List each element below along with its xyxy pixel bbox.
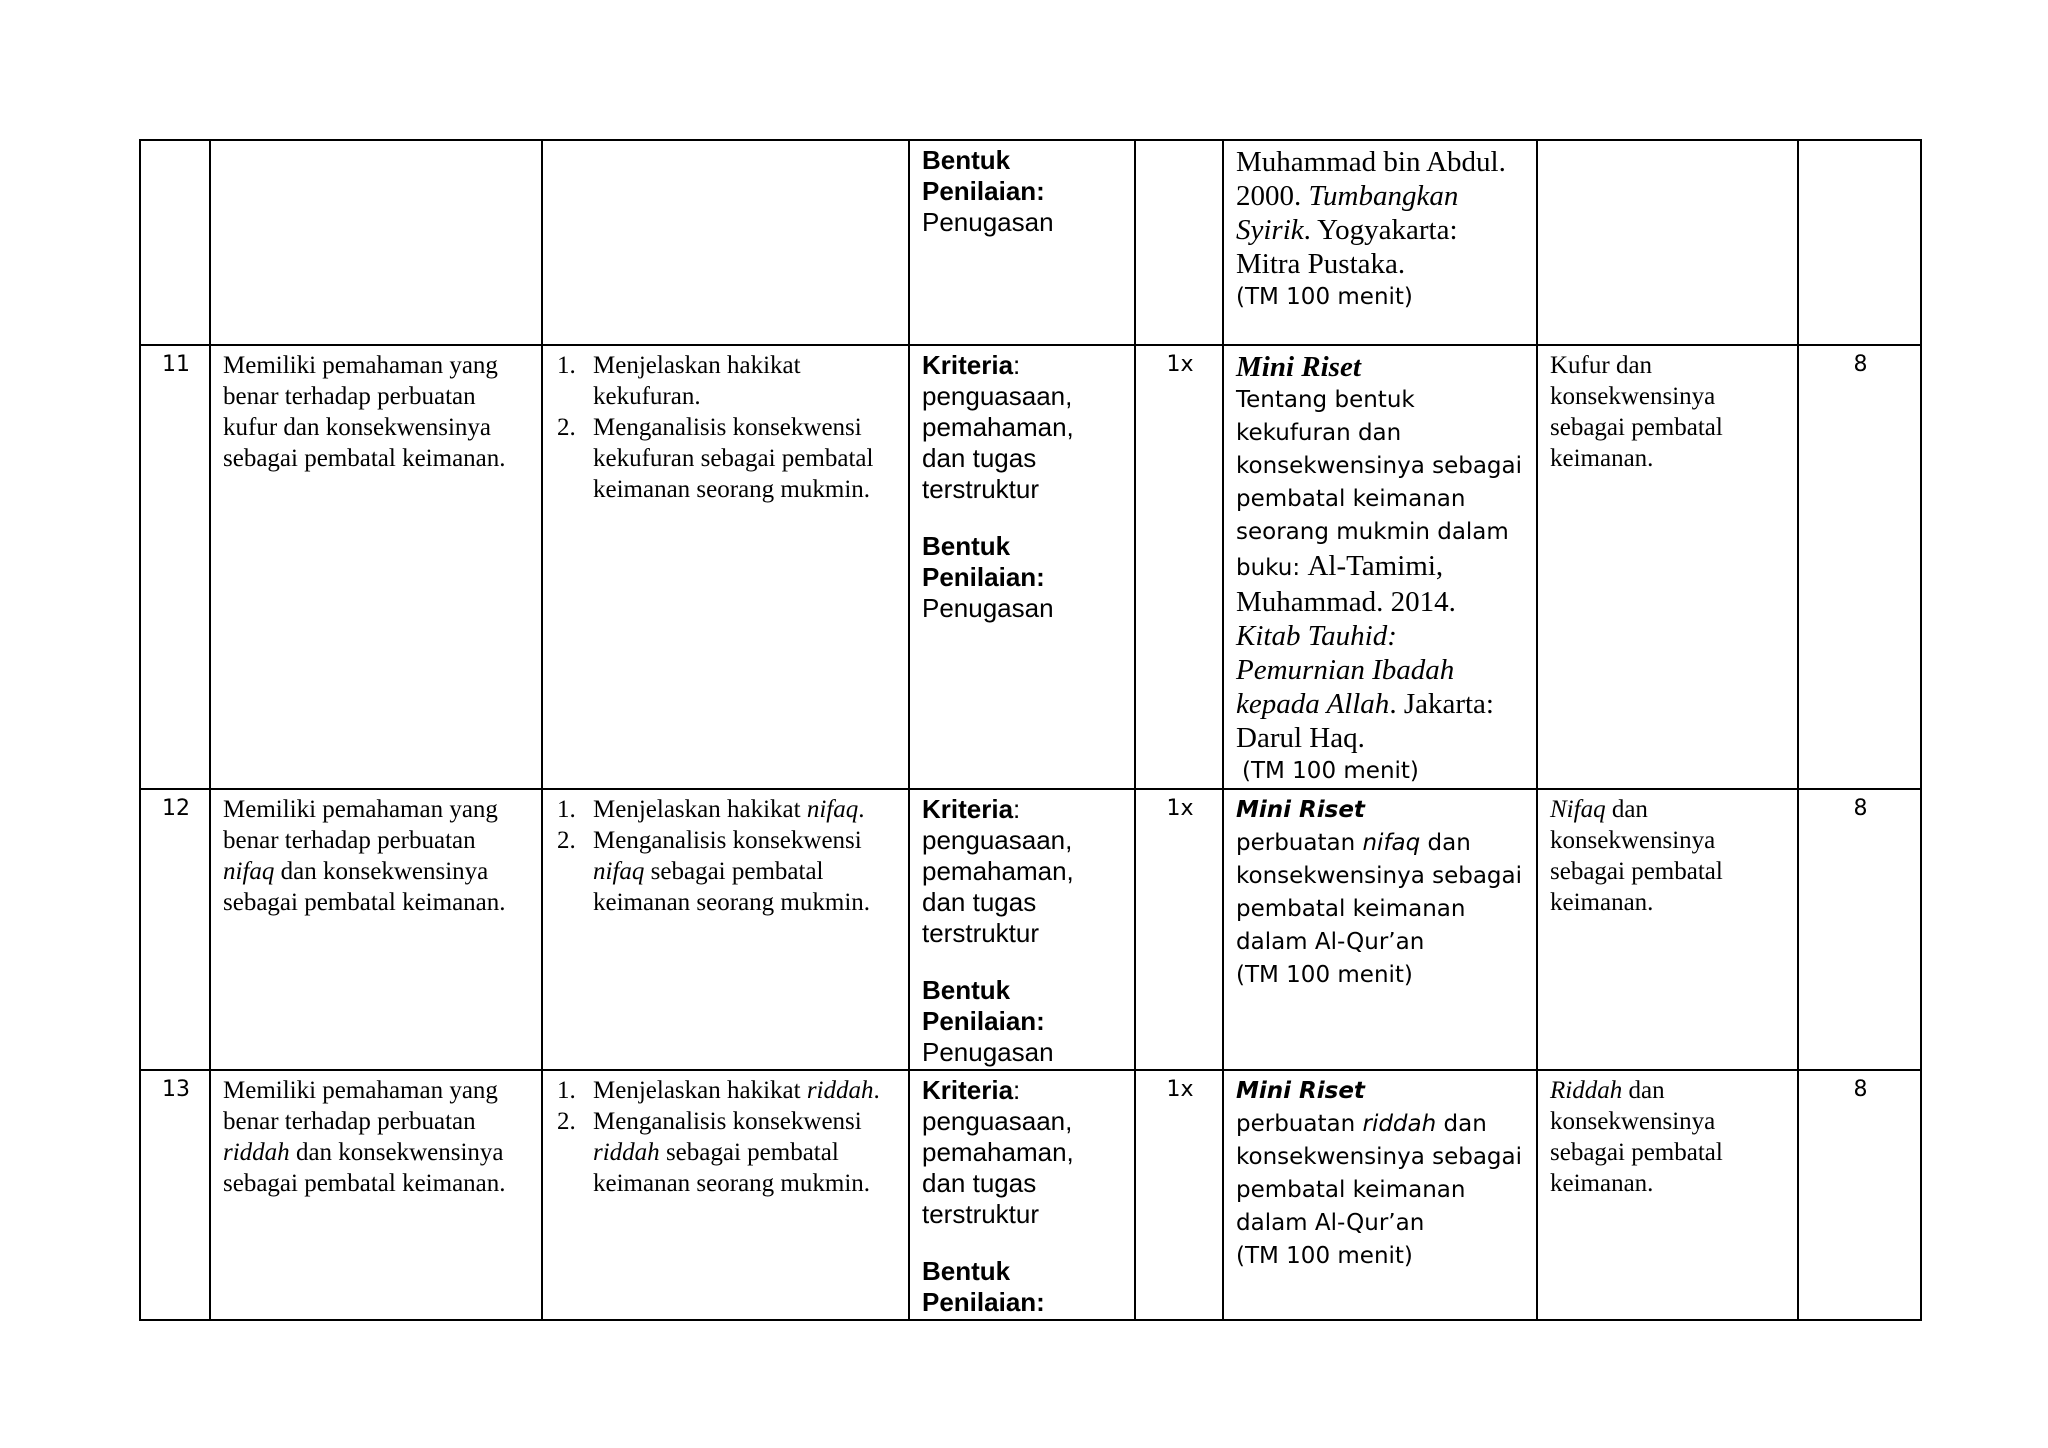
kriteria-text: penguasaan, pemahaman, dan tugas terstruktur: [922, 825, 1074, 948]
indikator-list: [555, 1075, 898, 1199]
materi-title: Mini Riset: [1236, 797, 1365, 823]
cell-pustaka: [1537, 140, 1798, 345]
cell-cpmk: [210, 140, 542, 345]
materi-line: Mitra Pustaka.: [1236, 248, 1406, 280]
cell-indikator: [542, 140, 909, 345]
cell-frekuensi: [1135, 140, 1223, 345]
kriteria-label: Kriteria: [922, 1075, 1014, 1105]
table-row: [140, 1070, 1921, 1320]
materi-intro: Tentang bentuk kekufuran dan konsekwensinya sebagai pembatal keimanan seorang mukmin dalam buku:: [1236, 387, 1523, 581]
cell-no: 11: [140, 345, 210, 789]
cell-cpmk: Memiliki pemahaman yang benar terhadap perbuatan riddah dan konsekwensinya sebagai pembatal keimanan.: [210, 1070, 542, 1320]
bentuk-label: Bentuk Penilaian:: [922, 145, 1045, 206]
materi-tm: (TM 100 menit): [1242, 758, 1419, 784]
materi-line: 2000. Tumbangkan: [1236, 180, 1459, 212]
kriteria-label: Kriteria: [922, 350, 1014, 380]
cell-kriteria: Kriteria: penguasaan, pemahaman, dan tugas terstruktur Bentuk Penilaian: Penugasan: [909, 345, 1135, 789]
cell-materi: [1223, 1070, 1537, 1320]
cell-pustaka: Kufur dan konsekwensinya sebagai pembatal keimanan.: [1537, 345, 1798, 789]
indikator-list: [555, 794, 898, 918]
cell-cpmk: Memiliki pemahaman yang benar terhadap perbuatan nifaq dan konsekwensinya sebagai pembatal keimanan.: [210, 789, 542, 1070]
bentuk-value: Penugasan: [922, 207, 1054, 237]
cell-frekuensi: 1x: [1135, 345, 1223, 789]
kriteria-text: penguasaan, pemahaman, dan tugas terstruktur: [922, 381, 1074, 504]
cell-bobot: 8: [1798, 1070, 1921, 1320]
list-item: 2. Menganalisis konsekwensi kekufuran sebagai pembatal keimanan seorang mukmin.: [557, 414, 874, 503]
materi-line: Muhammad bin Abdul.: [1236, 146, 1506, 178]
cell-pustaka: Riddah dan konsekwensinya sebagai pembatal keimanan.: [1537, 1070, 1798, 1320]
cell-indikator: [542, 1070, 909, 1320]
cell-kriteria: [909, 140, 1135, 345]
cell-kriteria: Kriteria: penguasaan, pemahaman, dan tugas terstruktur Bentuk Penilaian: Penugasan: [909, 789, 1135, 1070]
cell-materi: [1223, 789, 1537, 1070]
cell-bobot: 8: [1798, 345, 1921, 789]
bentuk-label: Bentuk Penilaian:: [922, 1256, 1045, 1317]
list-item: 1. Menjelaskan hakikat kekufuran.: [557, 352, 801, 410]
table-row: [140, 345, 1921, 789]
materi-tm: (TM 100 menit): [1236, 962, 1413, 988]
cell-indikator: [542, 789, 909, 1070]
materi-tm: (TM 100 menit): [1236, 284, 1413, 310]
bentuk-value: Penugasan: [922, 1037, 1054, 1067]
cell-no: 12: [140, 789, 210, 1070]
cell-indikator: [542, 345, 909, 789]
kriteria-label: Kriteria: [922, 794, 1014, 824]
materi-line: Syirik. Yogyakarta:: [1236, 214, 1458, 246]
table-row: [140, 789, 1921, 1070]
bentuk-label: Bentuk Penilaian:: [922, 975, 1045, 1036]
kriteria-text: penguasaan, pemahaman, dan tugas terstruktur: [922, 1106, 1074, 1229]
table-row: [140, 140, 1921, 345]
list-item: 2. Menganalisis konsekwensi riddah sebagai pembatal keimanan seorang mukmin.: [557, 1108, 871, 1197]
indikator-list: [555, 350, 898, 505]
cell-materi: [1223, 140, 1537, 345]
cell-pustaka: Nifaq dan konsekwensinya sebagai pembatal keimanan.: [1537, 789, 1798, 1070]
bentuk-label: Bentuk Penilaian:: [922, 531, 1045, 592]
list-item: 1. Menjelaskan hakikat nifaq.: [557, 796, 865, 823]
cell-frekuensi: 1x: [1135, 1070, 1223, 1320]
materi-title: Mini Riset: [1236, 1078, 1365, 1104]
cell-bobot: [1798, 140, 1921, 345]
materi-text: perbuatan riddah dan konsekwensinya sebagai pembatal keimanan dalam Al-Qur’an: [1236, 1111, 1523, 1236]
cell-frekuensi: 1x: [1135, 789, 1223, 1070]
bentuk-value: Penugasan: [922, 593, 1054, 623]
cell-materi: Mini Riset Tentang bentuk kekufuran dan konsekwensinya sebagai pembatal keimanan seorang mukmin dalam buku: Al-Tamimi, Muhammad. 2014. Kitab Tauhid: Pemurnian Ibadah kepada Allah. Jakarta: Darul Haq. (TM 100 menit): [1223, 345, 1537, 789]
cell-no: 13: [140, 1070, 210, 1320]
materi-title: Mini Riset: [1236, 351, 1361, 383]
cell-kriteria: Kriteria: penguasaan, pemahaman, dan tugas terstruktur Bentuk Penilaian:: [909, 1070, 1135, 1320]
list-item: 1. Menjelaskan hakikat riddah.: [557, 1077, 880, 1104]
list-item: 2. Menganalisis konsekwensi nifaq sebagai pembatal keimanan seorang mukmin.: [557, 827, 871, 916]
materi-text: perbuatan nifaq dan konsekwensinya sebagai pembatal keimanan dalam Al-Qur’an: [1236, 830, 1523, 955]
cell-no: [140, 140, 210, 345]
cell-bobot: 8: [1798, 789, 1921, 1070]
cell-cpmk: Memiliki pemahaman yang benar terhadap perbuatan kufur dan konsekwensinya sebagai pembatal keimanan.: [210, 345, 542, 789]
rps-table: [139, 139, 1922, 1321]
materi-tm: (TM 100 menit): [1236, 1243, 1413, 1269]
